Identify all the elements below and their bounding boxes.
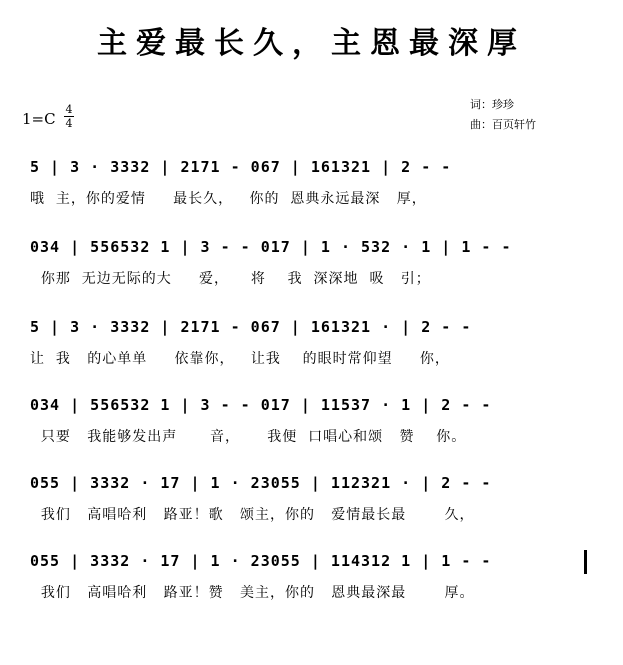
lyrics-line: 让 我 的心单单 依靠你， 让我 的眼时常仰望 你， (30, 351, 450, 367)
score-line-4 (0, 396, 623, 466)
score-line-5 (0, 474, 623, 544)
key-signature: 1=C (22, 110, 56, 128)
notation-line: 034 | 556532 1 | 3 - - 017 | 1 · 532 · 1 | 1 - - (30, 238, 512, 256)
time-signature (64, 104, 74, 129)
score-line-6 (0, 552, 623, 622)
notation-line: 5 | 3 · 3332 | 2171 - 067 | 161321 | 2 - - (30, 158, 452, 176)
lyrics-line: 你那 无边无际的大 爱， 将 我 深深地 吸 引； (30, 271, 431, 287)
notation-line: 055 | 3332 · 17 | 1 · 23055 | 114312 1 | 1 - - (30, 552, 492, 570)
lyrics-line: 我们 高唱哈利 路亚！赞 美主，你的 恩典最深最 厚。 (30, 585, 475, 601)
lyrics-line: 只要 我能够发出声 音， 我便 口唱心和颂 赞 你。 (30, 429, 467, 445)
lyricist-credit: 词：珍珍 (470, 98, 514, 111)
time-signature-top: 4 (65, 103, 73, 116)
notation-line: 5 | 3 · 3332 | 2171 - 067 | 161321 · | 2 - - (30, 318, 472, 336)
score-line-3 (0, 318, 623, 388)
composer-credit: 曲：百页轩竹 (470, 118, 536, 131)
notation-line: 034 | 556532 1 | 3 - - 017 | 11537 · 1 | 2 - - (30, 396, 492, 414)
score-line-1 (0, 158, 623, 228)
notation-line: 055 | 3332 · 17 | 1 · 23055 | 112321 · | 2 - - (30, 474, 492, 492)
time-signature-bottom: 4 (65, 117, 73, 130)
song-title: 主爱最长久，主恩最深厚 (97, 26, 526, 61)
final-barline (584, 550, 587, 574)
lyrics-line: 哦 主，你的爱情 最长久， 你的 恩典永远最深 厚， (30, 191, 427, 207)
score-line-2 (0, 238, 623, 308)
lyrics-line: 我们 高唱哈利 路亚！歌 颂主，你的 爱情最长最 久， (30, 507, 475, 523)
